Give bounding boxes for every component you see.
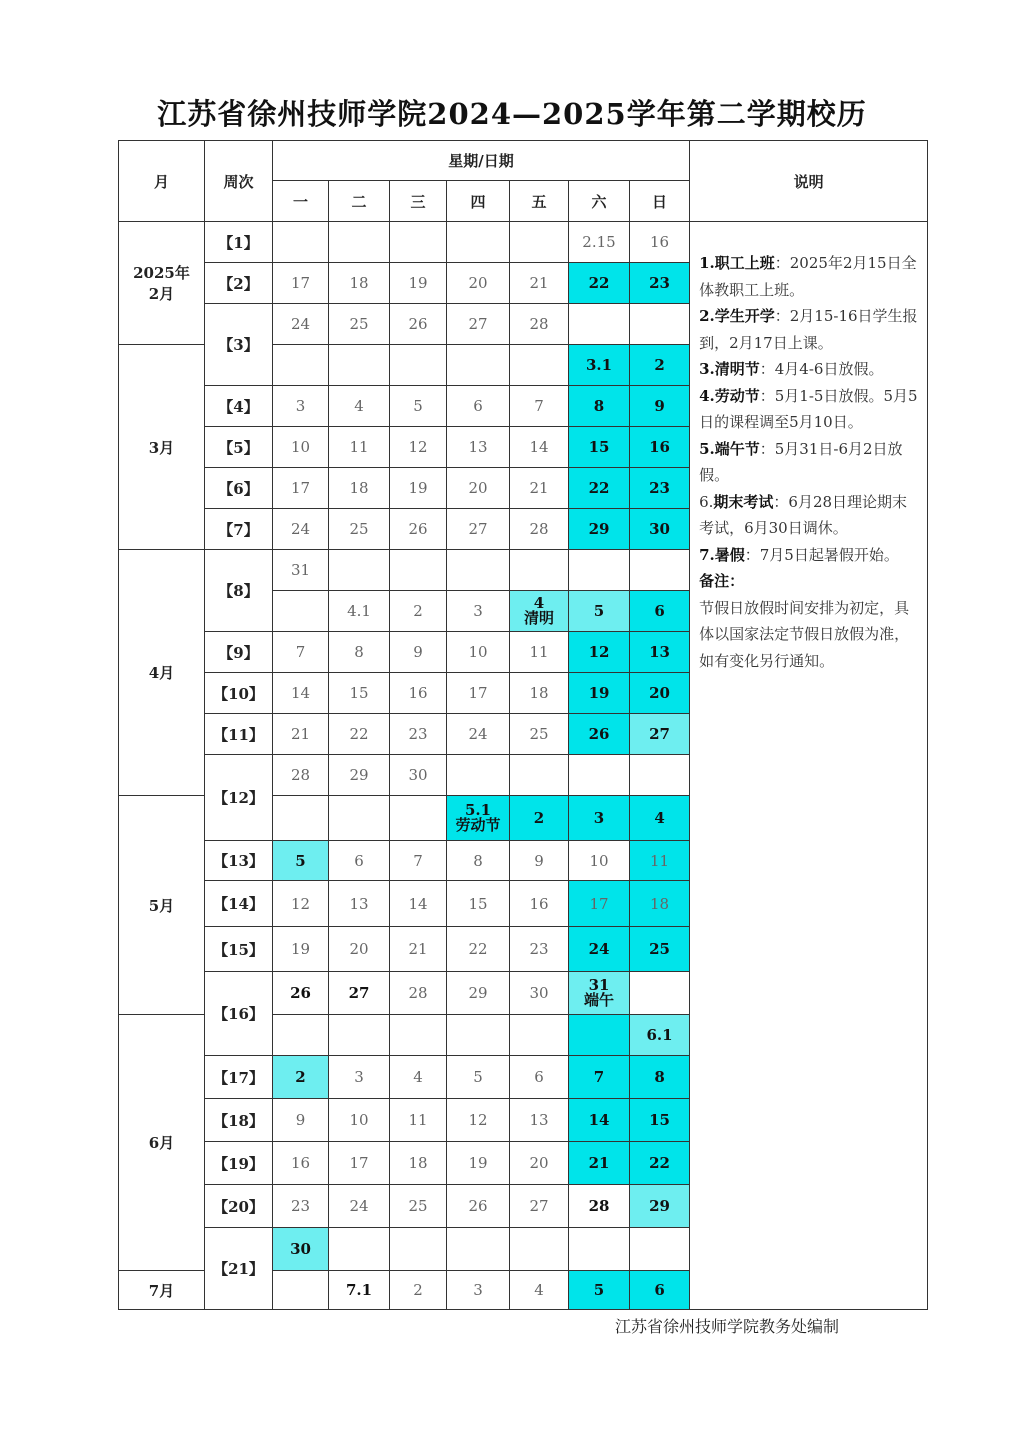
holiday-label: 端午 — [583, 991, 614, 1009]
week-number: 【13】 — [205, 841, 273, 881]
week-number: 【5】 — [205, 427, 273, 468]
date-cell-wed: 18 — [390, 1142, 447, 1185]
note-item — [699, 250, 921, 303]
date-cell-tue: 18 — [329, 468, 390, 509]
date-cell-mon: 12 — [273, 881, 329, 927]
date-cell-tue: 24 — [329, 1185, 390, 1228]
date-cell-thu: 3 — [447, 1271, 510, 1310]
date-cell-wed: 28 — [390, 972, 447, 1015]
date-cell-mon: 14 — [273, 673, 329, 714]
note-item — [699, 542, 921, 569]
date-cell-sat: 8 — [569, 386, 630, 427]
month-label-jul: 7月 — [119, 1271, 205, 1310]
note-label: 2.学生开学 — [699, 307, 775, 325]
date-cell-fri: 16 — [510, 881, 569, 927]
date-cell-wed: 11 — [390, 1099, 447, 1142]
date-cell-sun: 16 — [630, 427, 690, 468]
date-cell-sat: 24 — [569, 927, 630, 972]
date-cell-sat: 26 — [569, 714, 630, 755]
date-cell-sat: 7 — [569, 1056, 630, 1099]
date-cell-fri: 21 — [510, 468, 569, 509]
note-text: ：2025年2月15日全体教职工上班。 — [699, 254, 917, 299]
date-cell-wed — [390, 550, 447, 591]
week-number: 【11】 — [205, 714, 273, 755]
date-cell-fri: 11 — [510, 632, 569, 673]
week-number: 【18】 — [205, 1099, 273, 1142]
footer-credit: 江苏省徐州技师学院教务处编制 — [615, 1317, 840, 1336]
date-cell-fri: 2 — [510, 796, 569, 841]
date-cell-tue: 20 — [329, 927, 390, 972]
date-cell-thu: 3 — [447, 591, 510, 632]
date-cell-fri — [510, 222, 569, 263]
date-cell-sat: 3 — [569, 796, 630, 841]
date-cell-sat: 2.15 — [569, 222, 630, 263]
date-cell-sun: 25 — [630, 927, 690, 972]
date-cell-wed: 16 — [390, 673, 447, 714]
date-cell-thu: 26 — [447, 1185, 510, 1228]
holiday-label: 劳动节 — [455, 816, 501, 834]
header-weekday-date: 星期/日期 — [273, 141, 690, 181]
date-cell-wed: 9 — [390, 632, 447, 673]
date-cell-thu — [447, 222, 510, 263]
date-cell-mon: 5 — [273, 841, 329, 881]
date-cell-mon — [273, 222, 329, 263]
date-cell-thu: 13 — [447, 427, 510, 468]
date-cell-mon: 21 — [273, 714, 329, 755]
date-cell-sat — [569, 550, 630, 591]
date-cell-thu: 6 — [447, 386, 510, 427]
date-cell-thu: 20 — [447, 263, 510, 304]
date-cell-tue — [329, 222, 390, 263]
date-cell-sat: 5 — [569, 1271, 630, 1310]
week-number: 【17】 — [205, 1056, 273, 1099]
date-cell-thu: 24 — [447, 714, 510, 755]
date-cell-sat: 28 — [569, 1185, 630, 1228]
date-cell-tue — [329, 796, 390, 841]
date-cell-thu — [447, 796, 510, 841]
date-cell-wed: 26 — [390, 509, 447, 550]
date-cell-mon: 7 — [273, 632, 329, 673]
date-cell-fri: 20 — [510, 1142, 569, 1185]
header-day-thu: 四 — [447, 181, 510, 222]
week-number: 【10】 — [205, 673, 273, 714]
date-cell-tue: 11 — [329, 427, 390, 468]
date-cell-tue — [329, 1015, 390, 1056]
date-cell-tue: 27 — [329, 972, 390, 1015]
note-text: ：2月15-16日学生报到，2月17日上课。 — [699, 307, 918, 352]
date-cell-sat: 29 — [569, 509, 630, 550]
date-cell-sat — [569, 755, 630, 796]
date-cell-tue: 29 — [329, 755, 390, 796]
date-cell-mon: 24 — [273, 304, 329, 345]
month-label-jun: 6月 — [119, 1015, 205, 1271]
date-cell-tue: 25 — [329, 509, 390, 550]
holiday-label: 清明 — [523, 609, 554, 627]
date-cell-wed: 19 — [390, 468, 447, 509]
date-cell-tue: 7.1 — [329, 1271, 390, 1310]
header-day-sun: 日 — [630, 181, 690, 222]
date-cell-sat: 19 — [569, 673, 630, 714]
date-cell-thu — [447, 345, 510, 386]
date-cell-wed: 2 — [390, 1271, 447, 1310]
week-number: 【8】 — [205, 550, 273, 632]
page-title: 江苏省徐州技师学院2024—2025学年第二学期校历 — [157, 97, 867, 131]
date-cell-tue: 10 — [329, 1099, 390, 1142]
date-cell-sat: 22 — [569, 263, 630, 304]
date-cell-tue — [329, 550, 390, 591]
date-cell-tue: 3 — [329, 1056, 390, 1099]
note-text: ：6月28日理论期末考试，6月30日调休。 — [699, 492, 908, 537]
date-number: 5.1 — [464, 801, 492, 819]
note-text: ：4月4-6日放假。 — [759, 360, 884, 378]
date-cell-sun: 8 — [630, 1056, 690, 1099]
date-cell-wed: 7 — [390, 841, 447, 881]
date-cell-tue: 4.1 — [329, 591, 390, 632]
date-cell-wed: 19 — [390, 263, 447, 304]
date-cell-thu — [447, 1228, 510, 1271]
date-cell-sun — [630, 304, 690, 345]
note-label: 1.职工上班 — [699, 254, 775, 272]
date-cell-sun — [630, 550, 690, 591]
date-cell-thu: 27 — [447, 509, 510, 550]
date-cell-fri: 4 — [510, 1271, 569, 1310]
date-cell-fri — [510, 1015, 569, 1056]
week-number: 【16】 — [205, 972, 273, 1056]
date-cell-mon: 10 — [273, 427, 329, 468]
note-label: 备注： — [699, 572, 745, 590]
header-day-fri: 五 — [510, 181, 569, 222]
date-cell-thu: 5 — [447, 1056, 510, 1099]
date-cell-mon: 17 — [273, 468, 329, 509]
date-cell-sat: 3.1 — [569, 345, 630, 386]
week-number: 【7】 — [205, 509, 273, 550]
date-cell-sun: 27 — [630, 714, 690, 755]
date-cell-thu: 12 — [447, 1099, 510, 1142]
date-cell-mon — [273, 796, 329, 841]
date-number: 31 — [588, 976, 610, 994]
date-cell-sun — [630, 972, 690, 1015]
note-label: 7.暑假 — [699, 545, 745, 564]
date-cell-thu: 8 — [447, 841, 510, 881]
date-cell-sun: 6 — [630, 1271, 690, 1310]
date-number: 4 — [533, 594, 545, 612]
note-item — [699, 383, 921, 436]
date-cell-fri: 27 — [510, 1185, 569, 1228]
date-cell-thu: 29 — [447, 972, 510, 1015]
date-cell-sat: 10 — [569, 841, 630, 881]
date-cell-fri: 18 — [510, 673, 569, 714]
date-cell-mon: 31 — [273, 550, 329, 591]
date-cell-sun: 4 — [630, 796, 690, 841]
note-label: 4.劳动节 — [699, 386, 760, 405]
date-cell-mon: 24 — [273, 509, 329, 550]
date-cell-fri: 25 — [510, 714, 569, 755]
week-number: 【21】 — [205, 1228, 273, 1310]
note-text: 节假日放假时间安排为初定，具体以国家法定节假日放假为准，如有变化另行通知。 — [699, 598, 910, 670]
date-cell-sun: 23 — [630, 468, 690, 509]
date-cell-wed: 4 — [390, 1056, 447, 1099]
date-cell-wed: 12 — [390, 427, 447, 468]
date-cell-sun — [630, 755, 690, 796]
date-cell-fri — [510, 345, 569, 386]
date-cell-tue: 17 — [329, 1142, 390, 1185]
date-cell-sun: 9 — [630, 386, 690, 427]
month-label-feb: 2025年2月 — [119, 222, 205, 345]
date-cell-thu: 22 — [447, 927, 510, 972]
month-label-apr: 4月 — [119, 550, 205, 796]
date-cell-mon: 30 — [273, 1228, 329, 1271]
date-cell-sun: 16 — [630, 222, 690, 263]
week-number: 【15】 — [205, 927, 273, 972]
week-number: 【4】 — [205, 386, 273, 427]
date-cell-thu: 15 — [447, 881, 510, 927]
date-cell-fri: 13 — [510, 1099, 569, 1142]
date-cell-thu: 10 — [447, 632, 510, 673]
header-month: 月 — [119, 141, 205, 222]
week-number: 【1】 — [205, 222, 273, 263]
date-cell-sat: 22 — [569, 468, 630, 509]
date-cell-tue: 8 — [329, 632, 390, 673]
week-number: 【3】 — [205, 304, 273, 386]
date-cell-mon: 2 — [273, 1056, 329, 1099]
month-label-may: 5月 — [119, 796, 205, 1015]
date-cell-fri — [510, 550, 569, 591]
date-cell-wed: 5 — [390, 386, 447, 427]
note-item — [699, 303, 921, 356]
date-cell-mon: 19 — [273, 927, 329, 972]
date-cell-sun: 29 — [630, 1185, 690, 1228]
date-cell-tue: 22 — [329, 714, 390, 755]
header-day-sat: 六 — [569, 181, 630, 222]
date-cell-sat — [569, 1228, 630, 1271]
date-cell-tue: 18 — [329, 263, 390, 304]
date-cell-fri — [510, 1228, 569, 1271]
date-cell-fri: 28 — [510, 304, 569, 345]
date-cell-sun: 6 — [630, 591, 690, 632]
notes-panel — [690, 222, 928, 1310]
week-number: 【6】 — [205, 468, 273, 509]
week-number: 【9】 — [205, 632, 273, 673]
date-cell-sun: 20 — [630, 673, 690, 714]
date-cell-mon — [273, 1271, 329, 1310]
date-cell-wed: 26 — [390, 304, 447, 345]
date-cell-sat: 14 — [569, 1099, 630, 1142]
date-cell-mon: 28 — [273, 755, 329, 796]
date-cell-mon: 17 — [273, 263, 329, 304]
date-cell-wed: 23 — [390, 714, 447, 755]
date-cell-fri: 7 — [510, 386, 569, 427]
header-day-wed: 三 — [390, 181, 447, 222]
date-cell-mon: 16 — [273, 1142, 329, 1185]
date-cell-tue: 4 — [329, 386, 390, 427]
date-cell-wed: 2 — [390, 591, 447, 632]
date-cell-sat — [569, 1015, 630, 1056]
week-number: 【2】 — [205, 263, 273, 304]
date-cell-mon: 3 — [273, 386, 329, 427]
date-cell-thu — [447, 550, 510, 591]
date-cell-sun: 13 — [630, 632, 690, 673]
table-row — [119, 222, 928, 263]
date-cell-wed — [390, 1228, 447, 1271]
note-text: ：5月1-5日放假。5月5日的课程调至5月10日。 — [699, 386, 918, 431]
date-cell-sat: 21 — [569, 1142, 630, 1185]
date-cell-fri: 6 — [510, 1056, 569, 1099]
note-text: 6. — [699, 492, 714, 511]
date-cell-mon — [273, 345, 329, 386]
note-label: 5.端午节 — [699, 439, 760, 458]
date-cell-mon — [273, 1015, 329, 1056]
date-cell-sun: 22 — [630, 1142, 690, 1185]
date-cell-sun: 23 — [630, 263, 690, 304]
date-cell-sat: 5 — [569, 591, 630, 632]
date-cell-mon: 26 — [273, 972, 329, 1015]
note-text: ：5月31日-6月2日放假。 — [699, 439, 903, 484]
date-cell-wed — [390, 222, 447, 263]
date-cell-sat — [569, 304, 630, 345]
date-cell-mon — [273, 591, 329, 632]
date-cell-tue: 25 — [329, 304, 390, 345]
date-cell-tue — [329, 1228, 390, 1271]
date-cell-wed: 30 — [390, 755, 447, 796]
date-cell-sat — [569, 972, 630, 1015]
note-item — [699, 568, 921, 595]
note-item — [699, 595, 921, 675]
date-cell-thu — [447, 755, 510, 796]
note-text: ：7月5日起暑假开始。 — [744, 545, 899, 564]
date-cell-thu — [447, 1015, 510, 1056]
date-cell-sun: 30 — [630, 509, 690, 550]
date-cell-sun: 2 — [630, 345, 690, 386]
date-cell-sun — [630, 1228, 690, 1271]
header-day-mon: 一 — [273, 181, 329, 222]
week-number: 【14】 — [205, 881, 273, 927]
date-cell-tue: 15 — [329, 673, 390, 714]
date-cell-wed — [390, 345, 447, 386]
header-day-tue: 二 — [329, 181, 390, 222]
date-cell-sat: 12 — [569, 632, 630, 673]
school-calendar-table — [118, 140, 928, 1310]
date-cell-sat: 17 — [569, 881, 630, 927]
note-label: 期末考试 — [713, 492, 774, 511]
date-cell-thu: 27 — [447, 304, 510, 345]
date-cell-fri: 23 — [510, 927, 569, 972]
date-cell-wed: 14 — [390, 881, 447, 927]
date-cell-wed — [390, 1015, 447, 1056]
date-cell-fri — [510, 755, 569, 796]
note-item — [699, 356, 921, 383]
date-cell-sun: 6.1 — [630, 1015, 690, 1056]
date-cell-mon: 9 — [273, 1099, 329, 1142]
header-notes: 说明 — [690, 141, 928, 222]
date-cell-sat: 15 — [569, 427, 630, 468]
date-cell-mon: 23 — [273, 1185, 329, 1228]
week-number: 【19】 — [205, 1142, 273, 1185]
date-cell-fri: 21 — [510, 263, 569, 304]
note-item — [699, 436, 921, 489]
date-cell-fri: 14 — [510, 427, 569, 468]
date-cell-tue: 6 — [329, 841, 390, 881]
date-cell-sun: 15 — [630, 1099, 690, 1142]
date-cell-wed — [390, 796, 447, 841]
week-number: 【12】 — [205, 755, 273, 841]
note-item — [699, 489, 921, 542]
date-cell-thu: 20 — [447, 468, 510, 509]
week-number: 【20】 — [205, 1185, 273, 1228]
date-cell-wed: 25 — [390, 1185, 447, 1228]
date-cell-tue — [329, 345, 390, 386]
date-cell-fri: 9 — [510, 841, 569, 881]
date-cell-thu: 17 — [447, 673, 510, 714]
note-label: 3.清明节 — [699, 360, 760, 378]
date-cell-thu: 19 — [447, 1142, 510, 1185]
date-cell-sun: 11 — [630, 841, 690, 881]
date-cell-wed: 21 — [390, 927, 447, 972]
date-cell-sun: 18 — [630, 881, 690, 927]
date-cell-fri — [510, 591, 569, 632]
date-cell-fri: 30 — [510, 972, 569, 1015]
date-cell-tue: 13 — [329, 881, 390, 927]
date-cell-fri: 28 — [510, 509, 569, 550]
month-label-mar: 3月 — [119, 345, 205, 550]
header-week: 周次 — [205, 141, 273, 222]
